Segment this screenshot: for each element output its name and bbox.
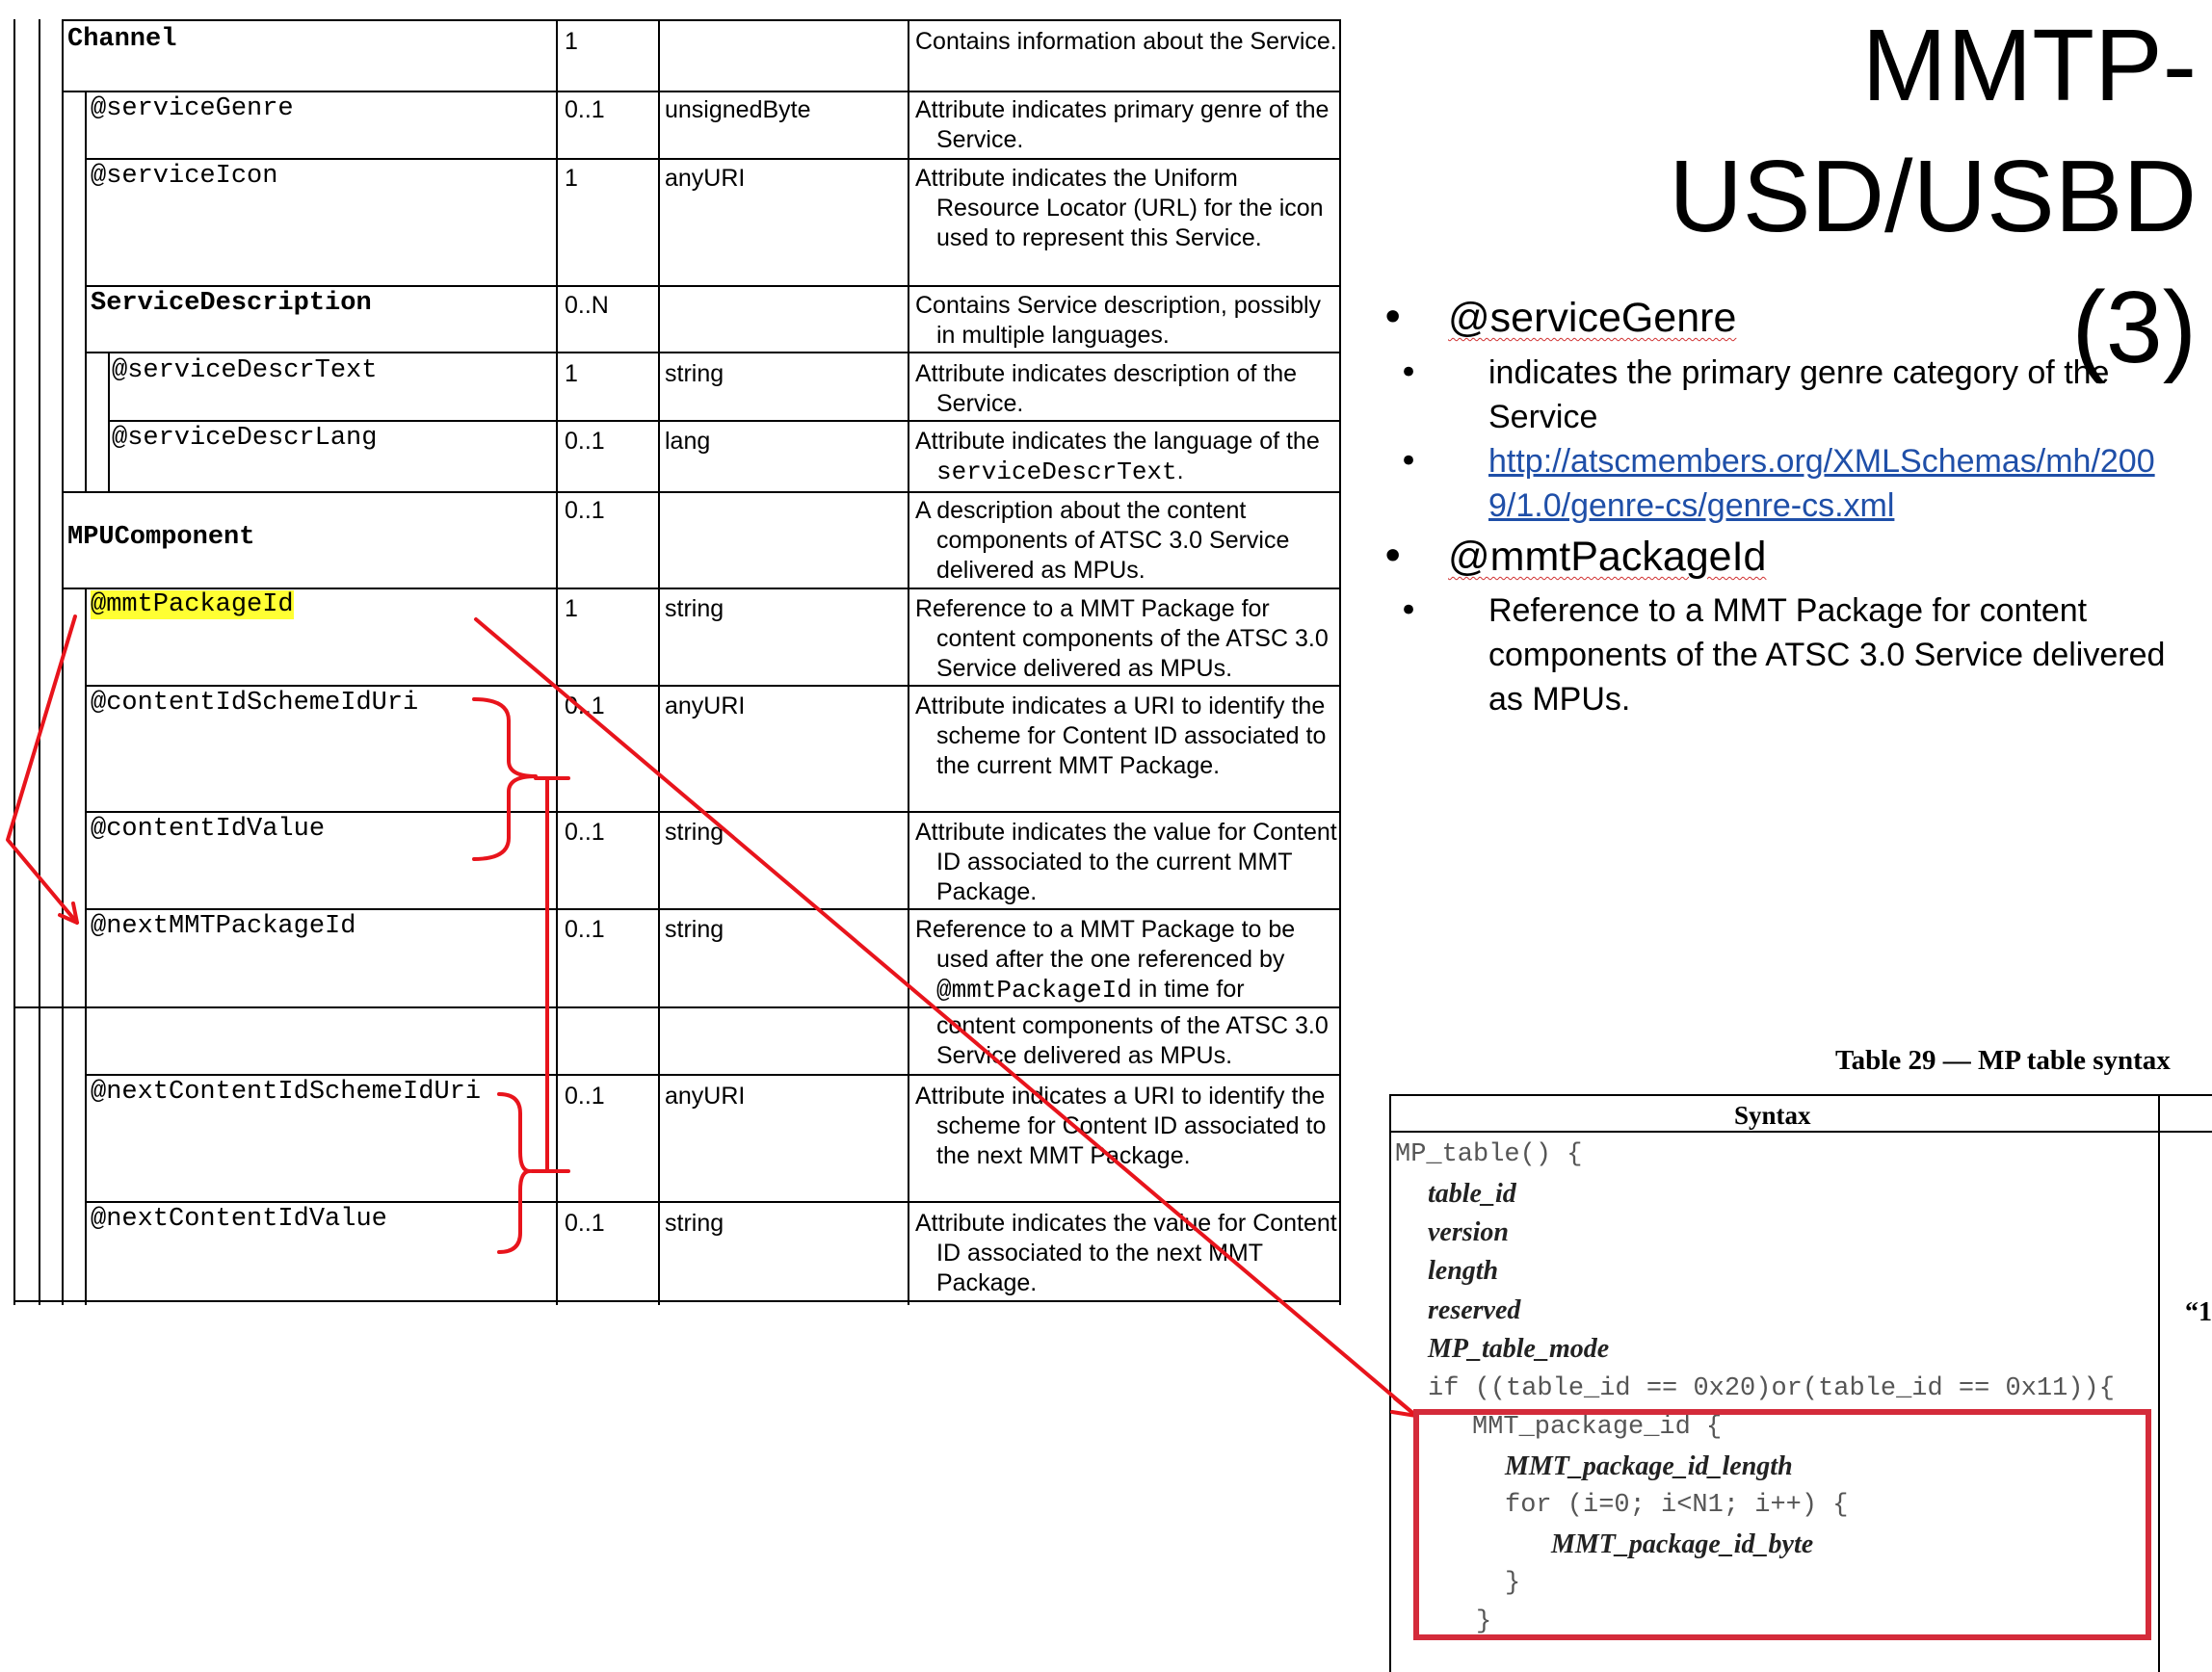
description: Attribute indicates a URI to identify the scheme for Content ID associated to the next MMT Package. [915, 1083, 1327, 1169]
syntax-field: version [1428, 1217, 1509, 1247]
bullet-level2 [1399, 351, 2144, 439]
description: Attribute indicates the value for Content ID associated to the next MMT Package. [915, 1210, 1337, 1296]
cardinality: 0..1 [565, 96, 605, 123]
table-border [85, 91, 87, 493]
table-border [13, 19, 15, 1305]
data-type: lang [665, 428, 711, 455]
bullet-dot: • [1399, 353, 1419, 392]
schema-table [0, 0, 1349, 1310]
syntax-line: if ((table_id == 0x20)or(table_id == 0x11)){ [1428, 1374, 2115, 1403]
attribute-name: @nextMMTPackageId [91, 912, 356, 941]
element-name: ServiceDescription [91, 289, 372, 318]
bullet-text: Reference to a MMT Package for content components of the ATSC 3.0 Service delivered as MPUs. [1488, 592, 2166, 718]
syntax-line: for (i=0; i<N1; i++) { [1505, 1491, 1849, 1520]
description: Attribute indicates a URI to identify the scheme for Content ID associated to the current MMT Package. [915, 692, 1327, 779]
description-continued: content components of the ATSC 3.0 Service delivered as MPUs. [936, 1012, 1329, 1069]
description: Contains information about the Service. [915, 28, 1337, 55]
bullet-text: indicates the primary genre category of the Service [1488, 354, 2110, 435]
data-type: string [665, 916, 724, 943]
cardinality: 0..1 [565, 692, 605, 719]
genre-link[interactable]: http://atscmembers.org/XMLSchemas/mh/2009/1.0/genre-cs/genre-cs.xml [1488, 443, 2155, 524]
table-border [39, 19, 40, 1305]
attribute-name: @serviceGenre [91, 94, 294, 123]
bullet-dot: • [1381, 533, 1406, 581]
attribute-name-highlighted: @mmtPackageId [91, 590, 294, 619]
title-line: MMTP- [1861, 9, 2197, 122]
syntax-field: reserved [1428, 1295, 1521, 1325]
attribute-name: @serviceDescrText [112, 356, 378, 385]
table-border [1339, 19, 1341, 1305]
bullet-term: @mmtPackageId [1448, 534, 1767, 580]
bullet-level2 [1399, 588, 2192, 721]
description: Attribute indicates description of the Service. [915, 360, 1298, 417]
data-type: string [665, 360, 724, 387]
description: Attribute indicates the Uniform Resource Locator (URL) for the icon used to represent this Service. [915, 165, 1324, 251]
description: Attribute indicates the value for Content ID associated to the current MMT Package. [915, 819, 1337, 905]
attribute-name: @serviceDescrLang [112, 424, 378, 453]
data-type: string [665, 819, 724, 846]
syntax-field: table_id [1428, 1179, 1516, 1209]
syntax-line: } [1476, 1607, 1492, 1636]
table-border [556, 19, 558, 1305]
syntax-field: MP_table_mode [1428, 1334, 1610, 1364]
cardinality: 0..1 [565, 1083, 605, 1110]
data-type: string [665, 595, 724, 622]
attribute-name: @nextContentIdSchemeIdUri [91, 1078, 482, 1107]
data-type: unsignedByte [665, 96, 811, 123]
cardinality: 0..1 [565, 916, 605, 943]
syntax-line: MMT_package_id { [1472, 1413, 1723, 1442]
bullet-dot: • [1399, 442, 1419, 481]
syntax-field: MMT_package_id_byte [1551, 1529, 1814, 1559]
data-type: anyURI [665, 692, 746, 719]
syntax-line: MP_table() { [1395, 1140, 1583, 1169]
description: Attribute indicates the language of the serviceDescrText. [915, 428, 1320, 486]
description: A description about the content components of ATSC 3.0 Service delivered as MPUs. [915, 497, 1290, 584]
cardinality: 1 [565, 28, 578, 55]
description: Contains Service description, possibly in multiple languages. [915, 292, 1322, 349]
bullet-term: @serviceGenre [1448, 295, 1737, 341]
description: Reference to a MMT Package to be used after the one referenced by @mmtPackageId in time for [915, 916, 1296, 1005]
cardinality: 0..1 [565, 497, 605, 524]
data-type: anyURI [665, 165, 746, 192]
table-border [85, 588, 87, 1305]
syntax-header: Syntax [1734, 1101, 1811, 1130]
data-type: string [665, 1210, 724, 1237]
title-line: USD/USBD (3) [1669, 140, 2197, 384]
table-border [908, 19, 909, 1305]
attribute-name: @nextContentIdValue [91, 1205, 387, 1234]
attribute-name: @contentIdSchemeIdUri [91, 689, 419, 718]
syntax-field: length [1428, 1256, 1499, 1286]
cardinality: 0..N [565, 292, 609, 319]
cardinality: 1 [565, 165, 578, 192]
partial-text: “1 [2185, 1297, 2212, 1327]
table-border [62, 19, 64, 1305]
description: Attribute indicates primary genre of the Service. [915, 96, 1330, 153]
bullet-dot: • [1381, 294, 1406, 342]
cardinality: 1 [565, 595, 578, 622]
bullet-level2 [1399, 439, 2163, 528]
syntax-field: MMT_package_id_length [1505, 1451, 1793, 1481]
table-border [658, 19, 660, 1305]
syntax-line: } [1505, 1569, 1521, 1598]
cardinality: 0..1 [565, 1210, 605, 1237]
table-caption: Table 29 — MP table syntax [1835, 1045, 2171, 1076]
attribute-name: @contentIdValue [91, 815, 326, 844]
element-name: Channel [67, 25, 177, 54]
cardinality: 0..1 [565, 819, 605, 846]
data-type: anyURI [665, 1083, 746, 1110]
cardinality: 1 [565, 360, 578, 387]
attribute-name: @serviceIcon [91, 162, 278, 191]
bullet-dot: • [1399, 591, 1419, 630]
description: Reference to a MMT Package for content components of the ATSC 3.0 Service delivered as MPUs. [915, 595, 1329, 682]
cardinality: 0..1 [565, 428, 605, 455]
element-name: MPUComponent [67, 523, 255, 552]
